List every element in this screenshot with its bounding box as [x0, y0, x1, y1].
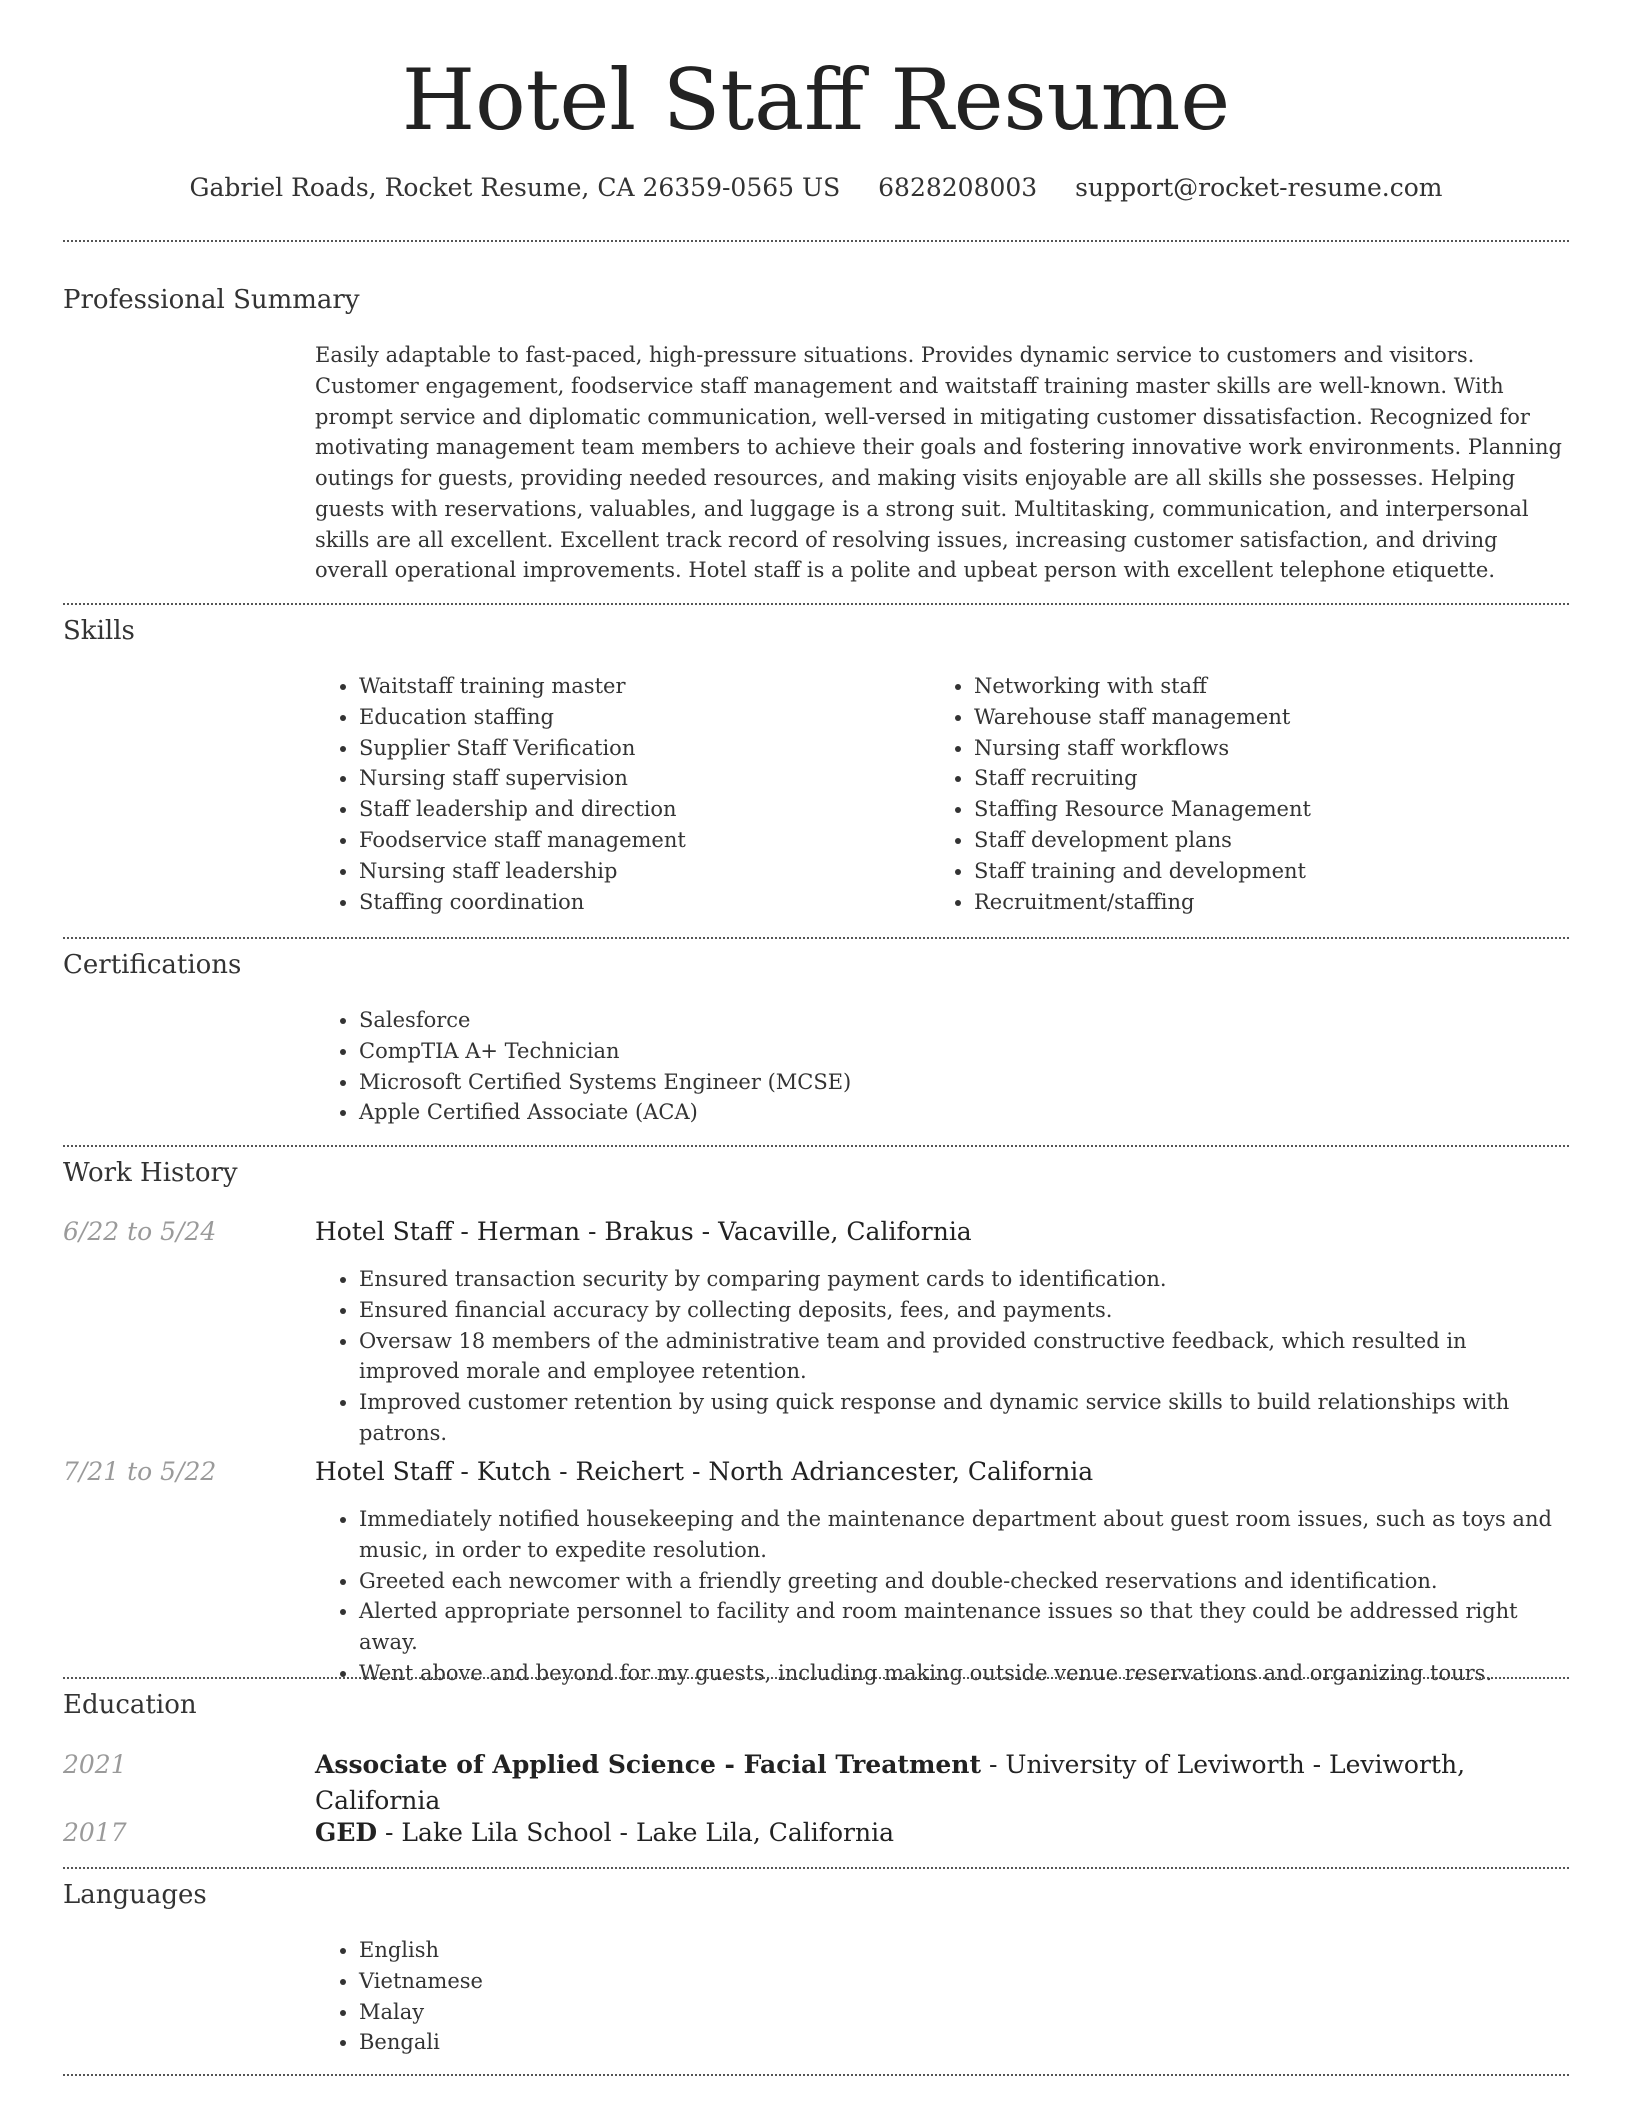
skill-item: • Supplier Staff Verification [359, 733, 919, 764]
certifications-list [315, 1005, 1559, 1128]
education-degree: GED [315, 1818, 378, 1847]
skills-heading: Skills [63, 616, 135, 646]
skill-item: • Staff leadership and direction [359, 794, 919, 825]
contact-email: support@rocket-resume.com [1075, 173, 1443, 202]
education-entry [315, 1747, 1569, 1819]
language-item: • Malay [359, 1997, 959, 2028]
divider [63, 1145, 1569, 1147]
skill-item: • Foodservice staff management [359, 825, 919, 856]
skill-item: • Warehouse staff management [974, 702, 1574, 733]
certification-item: • Apple Certified Associate (ACA) [359, 1097, 1559, 1128]
skill-item: • Nursing staff workflows [974, 733, 1574, 764]
job-bullet: • Went above and beyond for my guests, including making outside venue reservations and organizing tours. [359, 1658, 1569, 1689]
contact-line [63, 168, 1569, 208]
job-bullet: • Oversaw 18 members of the administrative team and provided constructive feedback, which resulted in improved morale and employee retention. [359, 1326, 1569, 1388]
skill-item: • Nursing staff supervision [359, 763, 919, 794]
job-dates: 7/21 to 5/22 [63, 1457, 217, 1486]
divider [63, 2074, 1569, 2076]
resume-title: Hotel Staff Resume [401, 51, 1231, 149]
language-item: • Vietnamese [359, 1966, 959, 1997]
skills-list-right [930, 671, 1574, 917]
skill-item: • Staffing coordination [359, 887, 919, 918]
work-history-heading: Work History [63, 1158, 238, 1188]
divider [63, 603, 1569, 605]
job-title: Hotel Staff - Kutch - Reichert - North Adriancester, California [315, 1457, 1094, 1486]
job-bullets [315, 1264, 1569, 1449]
education-school: - University of Leviworth - Leviworth, California [315, 1750, 1466, 1815]
divider [63, 1677, 1569, 1679]
education-school: - Lake Lila School - Lake Lila, California [377, 1818, 895, 1847]
job-dates: 6/22 to 5/24 [63, 1217, 217, 1246]
contact-address: Gabriel Roads, Rocket Resume, CA 26359-0565 US [189, 173, 841, 202]
job-bullet: • Immediately notified housekeeping and the maintenance department about guest room issues, such as toys and music, in order to expedite resolution. [359, 1504, 1569, 1566]
skill-item: • Staff recruiting [974, 763, 1574, 794]
job-bullet: • Alerted appropriate personnel to facility and room maintenance issues so that they could be addressed right away. [359, 1596, 1569, 1658]
certification-item: • CompTIA A+ Technician [359, 1036, 1559, 1067]
languages-list [315, 1935, 959, 2058]
language-item: • Bengali [359, 2027, 959, 2058]
summary-heading: Professional Summary [63, 285, 360, 315]
skill-item: • Education staffing [359, 702, 919, 733]
job-bullets [315, 1504, 1569, 1689]
education-entry [315, 1815, 894, 1851]
divider [63, 240, 1569, 242]
education-year: 2017 [63, 1818, 127, 1847]
education-degree: Associate of Applied Science - Facial Treatment [315, 1750, 982, 1779]
skill-item: • Networking with staff [974, 671, 1574, 702]
job-bullet: • Improved customer retention by using quick response and dynamic service skills to build relationships with patrons. [359, 1387, 1569, 1449]
resume-page [63, 0, 1569, 2112]
certification-item: • Microsoft Certified Systems Engineer (MCSE) [359, 1067, 1559, 1098]
job-title: Hotel Staff - Herman - Brakus - Vacaville, California [315, 1217, 972, 1246]
summary-text: Easily adaptable to fast-paced, high-pressure situations. Provides dynamic service to customers and visitors. Customer engagement, foodservice staff management and waitstaff training master skills are well-known. With prompt service and diplomatic communication, well-versed in mitigating customer dissatisfaction. Recognized for motivating management team members to achieve their goals and fostering innovative work environments. Planning outings for guests, providing needed resources, and making visits enjoyable are all skills she possesses. Helping guests with reservations, valuables, and luggage is a strong suit. Multitasking, communication, and interpersonal skills are all excellent. Excellent track record of resolving issues, increasing customer satisfaction, and driving overall operational improvements. Hotel staff is a polite and upbeat person with excellent telephone etiquette. [315, 343, 1562, 583]
certifications-heading: Certifications [63, 950, 242, 980]
education-heading: Education [63, 1690, 197, 1720]
skill-item: • Waitstaff training master [359, 671, 919, 702]
language-item: • English [359, 1935, 959, 1966]
skills-list-left [315, 671, 919, 917]
skill-item: • Recruitment/staffing [974, 887, 1574, 918]
education-year: 2021 [63, 1750, 127, 1779]
skill-item: • Staff training and development [974, 856, 1574, 887]
job-bullet: • Ensured transaction security by comparing payment cards to identification. [359, 1264, 1569, 1295]
certification-item: • Salesforce [359, 1005, 1559, 1036]
job-bullet: • Ensured financial accuracy by collecting deposits, fees, and payments. [359, 1295, 1569, 1326]
skill-item: • Staff development plans [974, 825, 1574, 856]
skill-item: • Nursing staff leadership [359, 856, 919, 887]
contact-phone: 6828208003 [878, 173, 1038, 202]
divider [63, 1867, 1569, 1869]
divider [63, 937, 1569, 939]
job-bullet: • Greeted each newcomer with a friendly greeting and double-checked reservations and identification. [359, 1566, 1569, 1597]
languages-heading: Languages [63, 1880, 207, 1910]
skill-item: • Staffing Resource Management [974, 794, 1574, 825]
